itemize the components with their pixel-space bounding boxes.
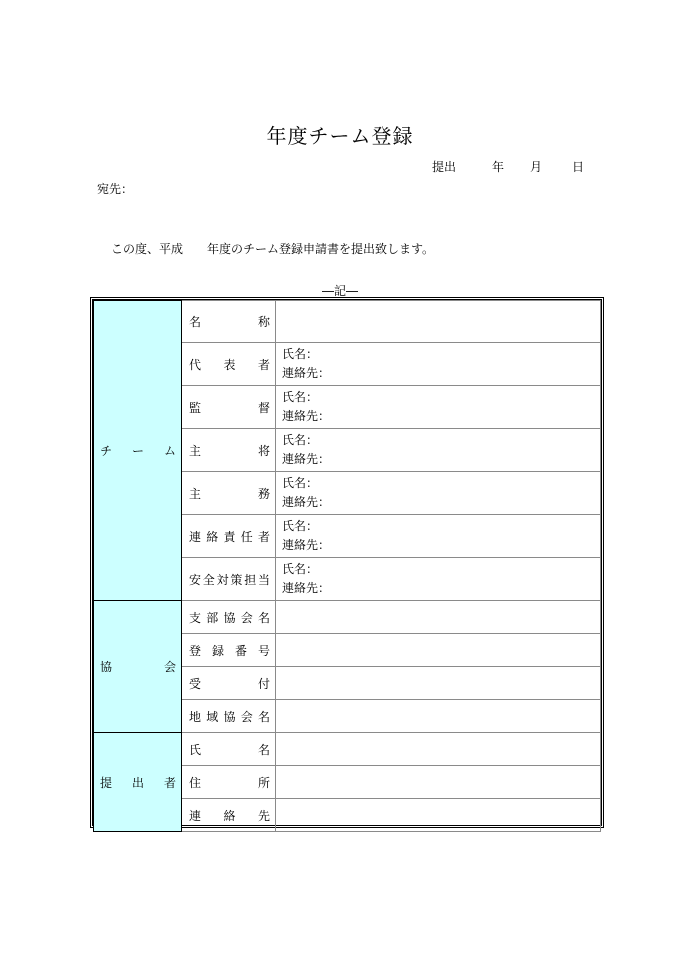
row-label: 連 絡 責 任 者 bbox=[182, 515, 276, 558]
row-label: 連 絡 先 bbox=[182, 799, 276, 832]
row-label: 受 付 bbox=[182, 667, 276, 700]
group-submitter bbox=[94, 733, 182, 832]
group-association bbox=[94, 601, 182, 733]
safety-officer-field[interactable]: 氏名： 連絡先： bbox=[276, 558, 601, 601]
date-day-label: 日 bbox=[572, 160, 585, 174]
page-title: 年度チーム登録 bbox=[266, 124, 414, 148]
submitter-name-field[interactable] bbox=[276, 733, 601, 766]
row-label: 監 督 bbox=[182, 386, 276, 429]
row-label: 登 録 番 号 bbox=[182, 634, 276, 667]
row-label: 主 将 bbox=[182, 429, 276, 472]
submitter-contact-field[interactable] bbox=[276, 799, 601, 832]
group-team bbox=[94, 301, 182, 601]
ki-heading: ―記― bbox=[321, 284, 358, 298]
branch-association-field[interactable] bbox=[276, 601, 601, 634]
date-submitted-label: 提出 bbox=[432, 160, 457, 174]
row-label: 支 部 協 会 名 bbox=[182, 601, 276, 634]
captain-field[interactable]: 氏名： 連絡先： bbox=[276, 429, 601, 472]
registration-form-table bbox=[90, 297, 604, 828]
row-label: 代 表 者 bbox=[182, 343, 276, 386]
row-label: 住 所 bbox=[182, 766, 276, 799]
group-team-label: チ ー ム bbox=[100, 444, 176, 458]
representative-field[interactable]: 氏名： 連絡先： bbox=[276, 343, 601, 386]
row-label: 氏 名 bbox=[182, 733, 276, 766]
row-label: 地 域 協 会 名 bbox=[182, 700, 276, 733]
regional-association-field[interactable] bbox=[276, 700, 601, 733]
body-text: この度、平成 年度のチーム登録申請書を提出致します。 bbox=[111, 242, 435, 256]
team-name-field[interactable] bbox=[276, 301, 601, 343]
row-label: 主 務 bbox=[182, 472, 276, 515]
liaison-field[interactable]: 氏名： 連絡先： bbox=[276, 515, 601, 558]
coach-field[interactable]: 氏名： 連絡先： bbox=[276, 386, 601, 429]
date-year-label: 年 bbox=[492, 160, 505, 174]
submission-date bbox=[432, 158, 584, 175]
addressee-label: 宛先： bbox=[97, 182, 134, 196]
reception-field[interactable] bbox=[276, 667, 601, 700]
registration-number-field[interactable] bbox=[276, 634, 601, 667]
row-label: 安 全 対 策 担 当 bbox=[182, 558, 276, 601]
submitter-address-field[interactable] bbox=[276, 766, 601, 799]
row-label: 名 称 bbox=[182, 301, 276, 343]
date-month-label: 月 bbox=[530, 160, 543, 174]
group-submitter-label: 提 出 者 bbox=[100, 775, 176, 790]
group-association-label: 協 会 bbox=[100, 660, 176, 674]
manager-field[interactable]: 氏名： 連絡先： bbox=[276, 472, 601, 515]
